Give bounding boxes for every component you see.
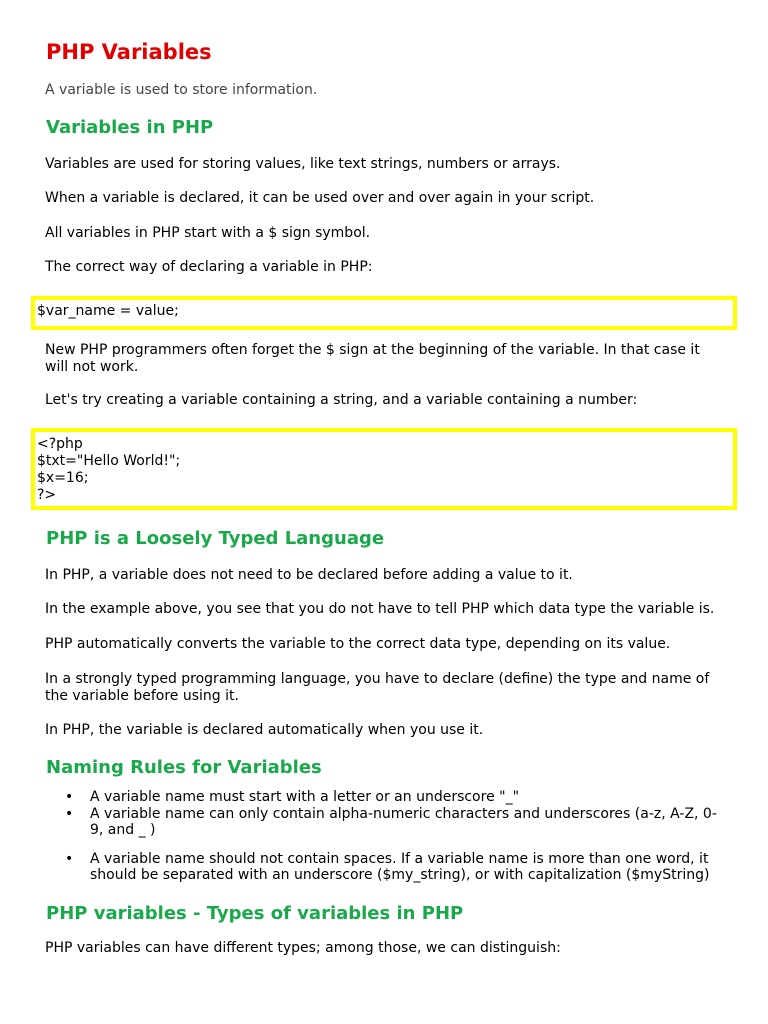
paragraph: New PHP programmers often forget the $ sign at the beginning of the variable. In that case it will not work. [45, 342, 700, 375]
heading-types: PHP variables - Types of variables in PHP [46, 903, 464, 924]
code-line: ?> [37, 487, 57, 503]
code-block-example [31, 428, 737, 510]
paragraph: The correct way of declaring a variable in PHP: [45, 259, 373, 275]
code-line: $txt="Hello World!"; [37, 453, 181, 469]
heading-naming-rules: Naming Rules for Variables [46, 757, 322, 778]
paragraph: When a variable is declared, it can be used over and over again in your script. [45, 190, 595, 206]
paragraph: In the example above, you see that you do not have to tell PHP which data type the variable is. [45, 601, 715, 617]
paragraph: PHP variables can have different types; among those, we can distinguish: [45, 940, 561, 956]
code-block-declaration [31, 296, 737, 330]
paragraph: In a strongly typed programming language, you have to declare (define) the type and name of the variable before using it. [45, 671, 710, 704]
paragraph: In PHP, a variable does not need to be declared before adding a value to it. [45, 567, 573, 583]
heading-loosely-typed: PHP is a Loosely Typed Language [46, 528, 385, 549]
list-item-text: A variable name should not contain spaces. If a variable name is more than one word, it should be separated with an underscore ($my_string), or with capitalization ($myString) [90, 851, 710, 883]
paragraph: All variables in PHP start with a $ sign symbol. [45, 225, 371, 241]
list-item-text: A variable name must start with a letter or an underscore "_" [90, 789, 520, 805]
bullet: • [65, 806, 74, 822]
intro-text: A variable is used to store information. [45, 82, 318, 98]
heading-variables-in-php: Variables in PHP [46, 117, 214, 138]
page-title: PHP Variables [46, 40, 212, 64]
bullet: • [65, 789, 74, 805]
bullet: • [65, 851, 74, 867]
list-item-text: A variable name can only contain alpha-numeric characters and underscores (a-z, A-Z, 0-9, and _ ) [90, 806, 717, 838]
paragraph: PHP automatically converts the variable to the correct data type, depending on its value. [45, 636, 671, 652]
code-line: $var_name = value; [37, 303, 179, 319]
paragraph: Let's try creating a variable containing a string, and a variable containing a number: [45, 392, 638, 408]
code-line: $x=16; [37, 470, 89, 486]
paragraph: In PHP, the variable is declared automatically when you use it. [45, 722, 484, 738]
code-line: <?php [37, 436, 83, 452]
paragraph: Variables are used for storing values, like text strings, numbers or arrays. [45, 156, 561, 172]
naming-rules-list [45, 789, 735, 889]
